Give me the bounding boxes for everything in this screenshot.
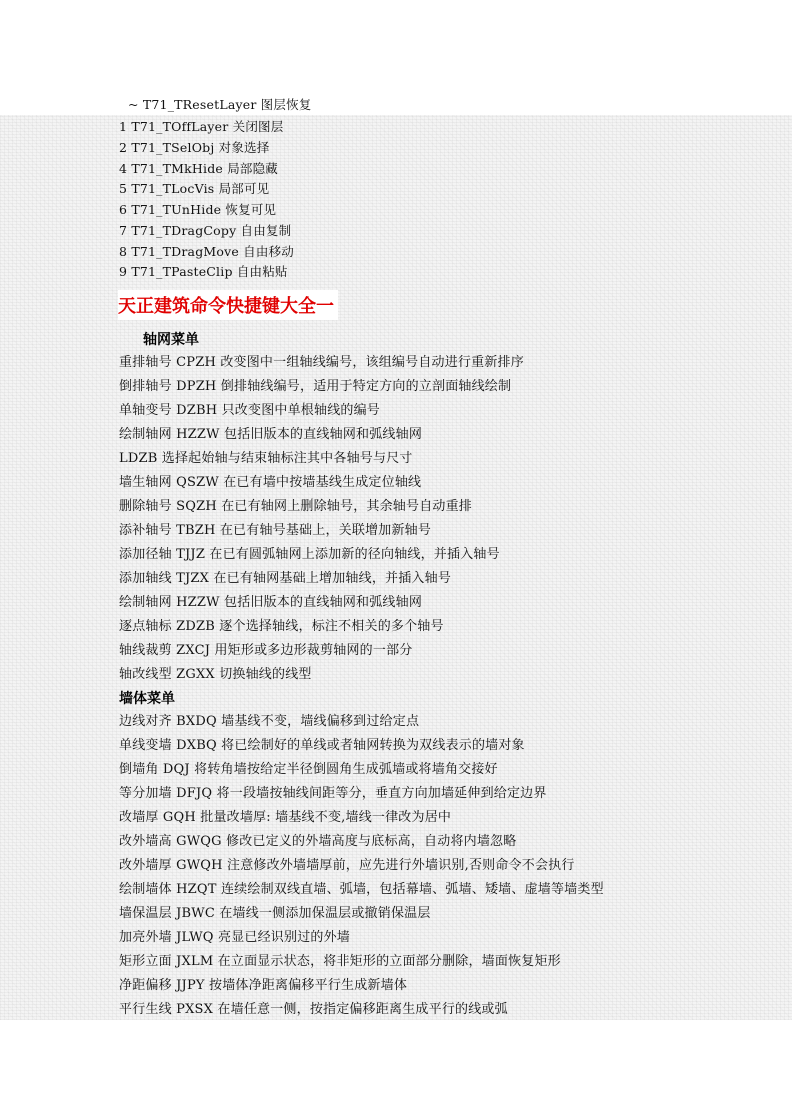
command-item: 单轴变号 DZBH 只改变图中单根轴线的编号 [119, 403, 381, 418]
command-item: 轴改线型 ZGXX 切换轴线的线型 [119, 667, 312, 682]
layer-line: 8 T71_TDragMove 自由移动 [119, 244, 294, 259]
layer-line: 1 T71_TOffLayer 关闭图层 [119, 119, 284, 134]
command-item: 删除轴号 SQZH 在已有轴网上删除轴号，其余轴号自动重排 [119, 499, 472, 514]
document-title: 天正建筑命令快捷键大全一 [118, 290, 338, 320]
command-item: 绘制轴网 HZZW 包括旧版本的直线轴网和弧线轴网 [119, 427, 423, 442]
command-item: 加亮外墙 JLWQ 亮显已经识别过的外墙 [119, 930, 350, 945]
layer-line: ~ T71_TResetLayer 图层恢复 [128, 97, 312, 112]
command-item: 改外墙高 GWQG 修改已定义的外墙高度与底标高，自动将内墙忽略 [119, 834, 517, 849]
command-item: 改外墙厚 GWQH 注意修改外墙墙厚前，应先进行外墙识别,否则命令不会执行 [119, 858, 575, 873]
command-item: 等分加墙 DFJQ 将一段墙按轴线间距等分，垂直方向加墙延伸到给定边界 [119, 786, 547, 801]
command-item: 矩形立面 JXLM 在立面显示状态，将非矩形的立面部分删除，墙面恢复矩形 [119, 954, 561, 969]
command-item: 净距偏移 JJPY 按墙体净距离偏移平行生成新墙体 [119, 978, 408, 993]
command-item: 墙保温层 JBWC 在墙线一侧添加保温层或撤销保温层 [119, 906, 431, 921]
command-item: 单线变墙 DXBQ 将已绘制好的单线或者轴网转换为双线表示的墙对象 [119, 738, 525, 753]
command-item: 绘制轴网 HZZW 包括旧版本的直线轴网和弧线轴网 [119, 595, 423, 610]
layer-line: 7 T71_TDragCopy 自由复制 [119, 223, 292, 238]
layer-line: 5 T71_TLocVis 局部可见 [119, 181, 270, 196]
layer-line: 2 T71_TSelObj 对象选择 [119, 140, 270, 155]
command-item: 添加轴线 TJZX 在已有轴网基础上增加轴线，并插入轴号 [119, 571, 452, 586]
layer-line: 6 T71_TUnHide 恢复可见 [119, 202, 277, 217]
command-item: 绘制墙体 HZQT 连续绘制双线直墙、弧墙，包括幕墙、弧墙、矮墙、虚墙等墙类型 [119, 882, 604, 897]
section-heading-axis: 轴网菜单 [143, 332, 199, 348]
layer-line: 9 T71_TPasteClip 自由粘贴 [119, 264, 288, 279]
command-item: 添加径轴 TJJZ 在已有圆弧轴网上添加新的径向轴线，并插入轴号 [119, 547, 500, 562]
command-item: LDZB 选择起始轴与结束轴标注其中各轴号与尺寸 [119, 451, 413, 466]
command-item: 倒排轴号 DPZH 倒排轴线编号，适用于特定方向的立剖面轴线绘制 [119, 379, 512, 394]
command-item: 添补轴号 TBZH 在已有轴号基础上，关联增加新轴号 [119, 523, 432, 538]
command-item: 墙生轴网 QSZW 在已有墙中按墙基线生成定位轴线 [119, 475, 422, 490]
command-item: 边线对齐 BXDQ 墙基线不变，墙线偏移到过给定点 [119, 714, 420, 729]
command-item: 平行生线 PXSX 在墙任意一侧，按指定偏移距离生成平行的线或弧 [119, 1002, 508, 1017]
layer-line: 4 T71_TMkHide 局部隐藏 [119, 161, 279, 176]
command-item: 重排轴号 CPZH 改变图中一组轴线编号，该组编号自动进行重新排序 [119, 355, 524, 370]
command-item: 倒墙角 DQJ 将转角墙按给定半径倒圆角生成弧墙或将墙角交接好 [119, 762, 498, 777]
command-item: 改墙厚 GQH 批量改墙厚: 墙基线不变,墙线一律改为居中 [119, 810, 452, 825]
section-heading-wall: 墙体菜单 [119, 691, 175, 707]
command-item: 逐点轴标 ZDZB 逐个选择轴线，标注不相关的多个轴号 [119, 619, 444, 634]
command-item: 轴线裁剪 ZXCJ 用矩形或多边形裁剪轴网的一部分 [119, 643, 413, 658]
